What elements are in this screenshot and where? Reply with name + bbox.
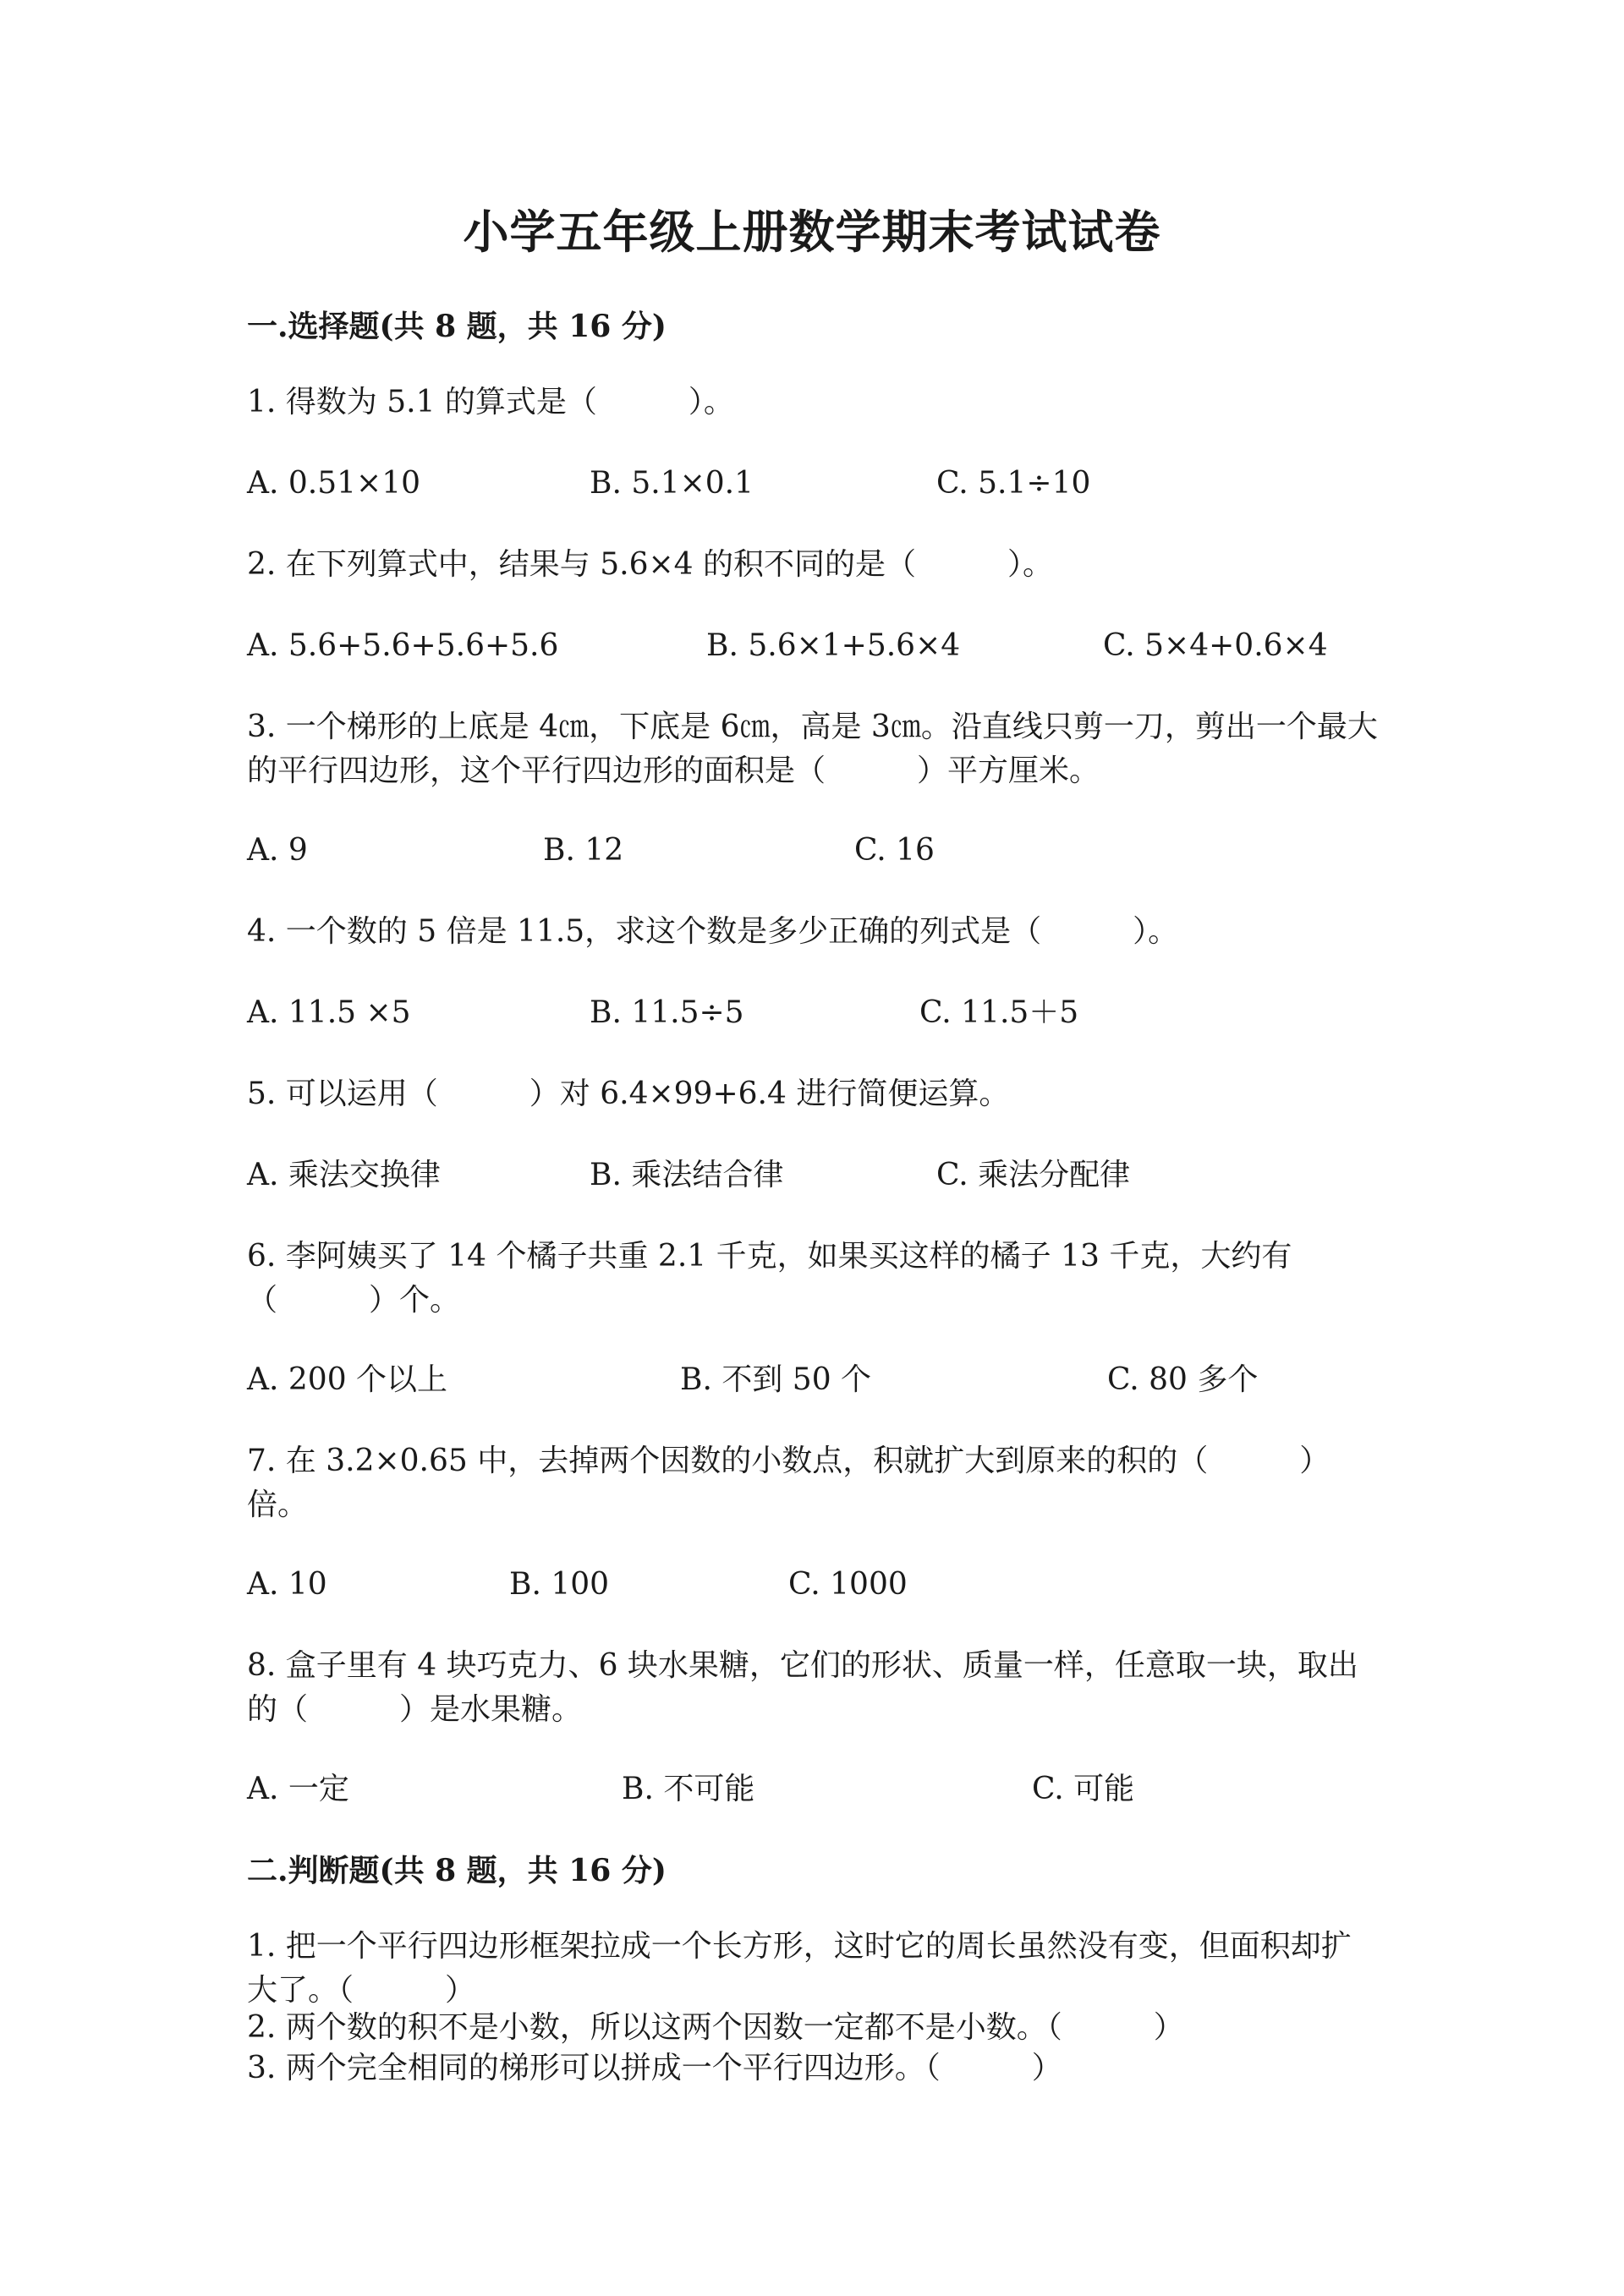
- choice-question-7-options: [247, 1563, 1431, 1607]
- option-b: B. 100: [509, 1567, 610, 1602]
- option-c: C. 80 多个: [1107, 1362, 1259, 1397]
- judgment-question-3: 3. 两个完全相同的梯形可以拼成一个平行四边形。（ ）: [247, 2051, 1062, 2085]
- choice-question-5: 5. 可以运用（ ）对 6.4×99+6.4 进行简便运算。: [247, 1077, 1010, 1111]
- choice-question-4: 4. 一个数的 5 倍是 11.5，求这个数是多少正确的列式是（ ）。: [247, 914, 1179, 949]
- option-a: A. 0.51×10: [247, 466, 421, 501]
- section-heading-choice: 一.选择题(共 8 题，共 16 分): [247, 309, 667, 344]
- section-heading-judgment: 二.判断题(共 8 题，共 16 分): [247, 1853, 667, 1888]
- option-a: A. 乘法交换律: [247, 1158, 441, 1192]
- choice-question-7: 7. 在 3.2×0.65 中，去掉两个因数的小数点，积就扩大到原来的积的（ ）倍。: [247, 1444, 1330, 1522]
- choice-question-3-options: [247, 829, 1431, 873]
- choice-question-5-options: [247, 1153, 1431, 1197]
- option-c: C. 可能: [1032, 1772, 1135, 1806]
- option-c: C. 11.5＋5: [919, 995, 1079, 1030]
- option-b: B. 11.5÷5: [590, 995, 744, 1030]
- choice-question-8-options: [247, 1767, 1431, 1811]
- judgment-question-1: 1. 把一个平行四边形框架拉成一个长方形，这时它的周长虽然没有变，但面积却扩大了。（ ）: [247, 1929, 1352, 2008]
- option-a: A. 5.6+5.6+5.6+5.6: [247, 628, 559, 663]
- choice-question-6-options: [247, 1358, 1431, 1402]
- choice-question-1-options: [247, 462, 1431, 506]
- option-a: A. 10: [247, 1567, 327, 1602]
- choice-question-2-options: [247, 624, 1431, 668]
- option-a: A. 9: [247, 833, 308, 868]
- choice-question-8: 8. 盒子里有 4 块巧克力、6 块水果糖，它们的形状、质量一样，任意取一块，取出的（ ）是水果糖。: [247, 1648, 1358, 1727]
- option-c: C. 5×4+0.6×4: [1103, 628, 1328, 663]
- option-b: B. 乘法结合律: [590, 1158, 784, 1192]
- choice-question-6: 6. 李阿姨买了 14 个橘子共重 2.1 千克，如果买这样的橘子 13 千克，大约有（ ）个。: [247, 1239, 1292, 1318]
- choice-question-2: 2. 在下列算式中，结果与 5.6×4 的积不同的是（ ）。: [247, 547, 1053, 582]
- option-a: A. 200 个以上: [247, 1362, 448, 1397]
- option-c: C. 16: [854, 833, 935, 868]
- option-b: B. 不可能: [622, 1772, 755, 1806]
- judgment-question-2: 2. 两个数的积不是小数，所以这两个因数一定都不是小数。（ ）: [247, 2010, 1184, 2045]
- option-c: C. 5.1÷10: [936, 466, 1091, 501]
- option-c: C. 1000: [788, 1567, 908, 1602]
- option-b: B. 5.6×1+5.6×4: [706, 628, 961, 663]
- choice-question-4-options: [247, 991, 1431, 1035]
- option-a: A. 11.5 ×5: [247, 995, 411, 1030]
- option-b: B. 12: [543, 833, 624, 868]
- choice-question-1: 1. 得数为 5.1 的算式是（ ）。: [247, 385, 734, 419]
- option-a: A. 一定: [247, 1772, 349, 1806]
- option-b: B. 5.1×0.1: [590, 466, 754, 501]
- option-c: C. 乘法分配律: [936, 1158, 1131, 1192]
- choice-question-3: 3. 一个梯形的上底是 4㎝，下底是 6㎝，高是 3㎝。沿直线只剪一刀，剪出一个最大的平行四边形，这个平行四边形的面积是（ ）平方厘米。: [247, 710, 1378, 788]
- exam-title: 小学五年级上册数学期末考试试卷: [463, 205, 1161, 259]
- option-b: B. 不到 50 个: [680, 1362, 872, 1397]
